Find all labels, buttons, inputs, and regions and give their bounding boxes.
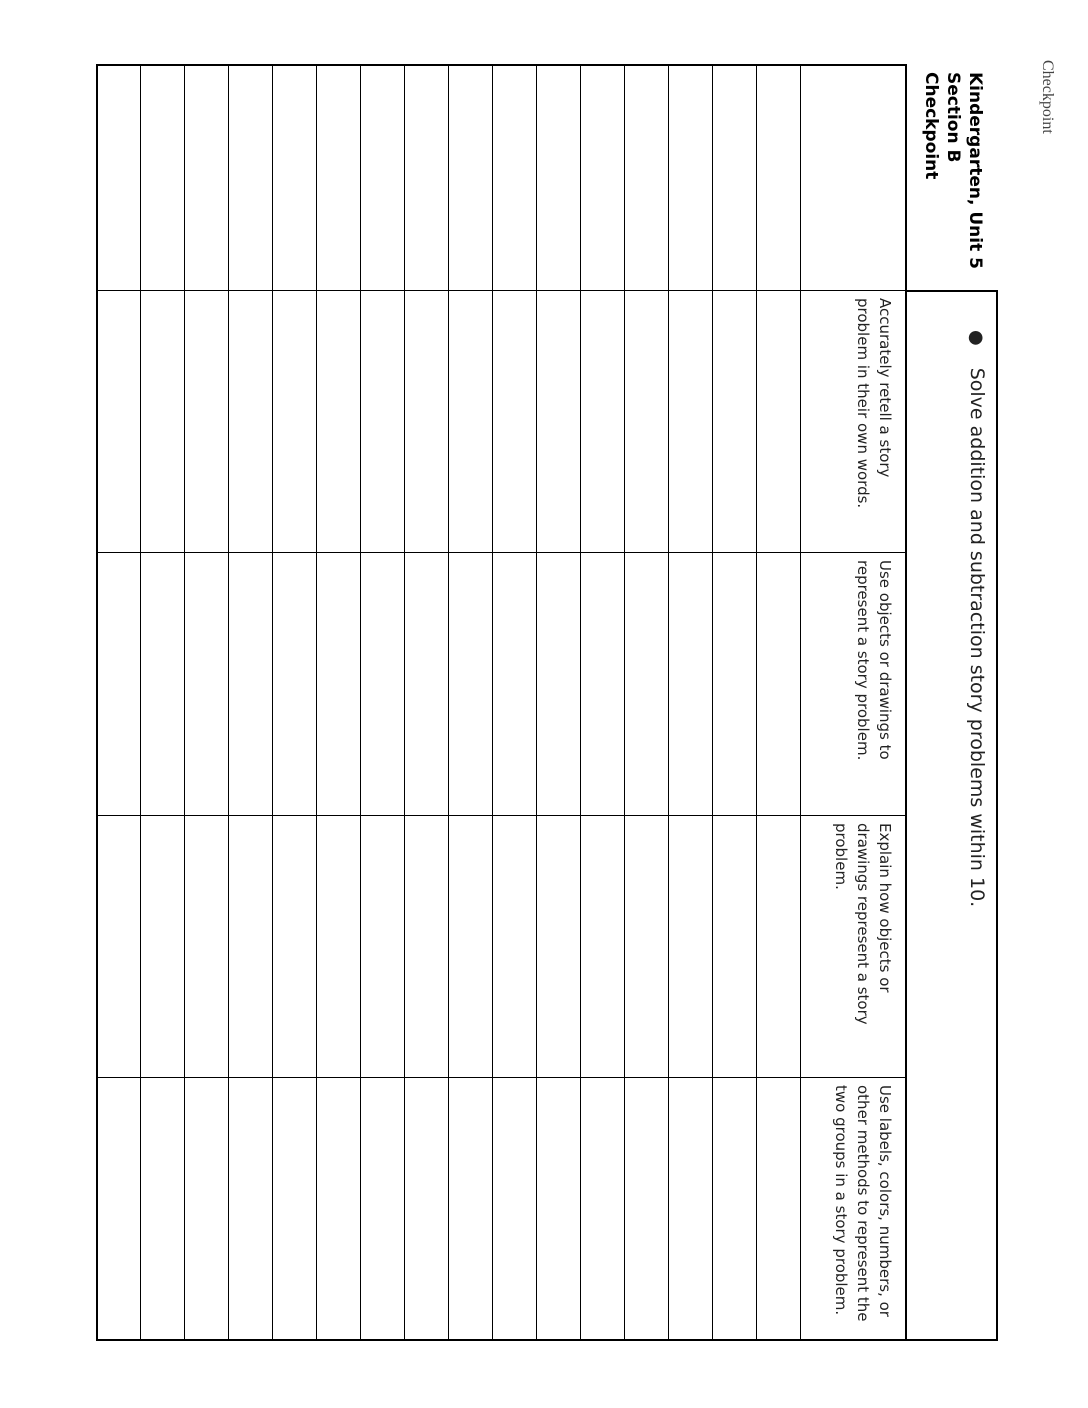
criterion-2-cell[interactable] (98, 554, 139, 814)
criterion-4-cell[interactable] (582, 1079, 623, 1338)
row-divider (756, 64, 757, 1341)
criterion-2-cell[interactable] (362, 554, 403, 814)
row-divider (448, 64, 449, 1341)
criterion-3-cell[interactable] (142, 817, 183, 1076)
criterion-1-cell[interactable] (318, 292, 359, 551)
criterion-4-cell[interactable] (362, 1079, 403, 1338)
grid-border-right-upper (996, 290, 998, 1341)
student-name-cell[interactable] (318, 66, 359, 289)
student-name-cell[interactable] (538, 66, 579, 289)
criterion-2-cell[interactable] (450, 554, 491, 814)
row-divider (140, 64, 141, 1341)
criterion-4-cell[interactable] (406, 1079, 447, 1338)
row-divider (228, 64, 229, 1341)
criterion-4-cell[interactable] (318, 1079, 359, 1338)
criterion-3-cell[interactable] (318, 817, 359, 1076)
criterion-3-cell[interactable] (98, 817, 139, 1076)
criterion-4-cell[interactable] (538, 1079, 579, 1338)
criterion-1-cell[interactable] (626, 292, 667, 551)
criterion-3-cell[interactable] (274, 817, 315, 1076)
student-name-cell[interactable] (626, 66, 667, 289)
student-name-cell[interactable] (758, 66, 799, 289)
criterion-1-cell[interactable] (670, 292, 711, 551)
criterion-3-cell[interactable] (538, 817, 579, 1076)
criterion-header-2: Use objects or drawings to represent a story problem. (854, 560, 894, 761)
criterion-3-cell[interactable] (406, 817, 447, 1076)
criterion-3-cell[interactable] (670, 817, 711, 1076)
criterion-1-cell[interactable] (714, 292, 755, 551)
row-divider (800, 64, 801, 1341)
criterion-2-cell[interactable] (626, 554, 667, 814)
student-name-cell[interactable] (274, 66, 315, 289)
criterion-4-cell[interactable] (142, 1079, 183, 1338)
criterion-3-cell[interactable] (230, 817, 271, 1076)
criterion-3-cell[interactable] (362, 817, 403, 1076)
criterion-header-1: Accurately retell a story problem in their own words. (854, 298, 894, 509)
criterion-2-cell[interactable] (142, 554, 183, 814)
grid-border-bottom (96, 1339, 998, 1341)
criterion-2-cell[interactable] (318, 554, 359, 814)
criterion-3-cell[interactable] (758, 817, 799, 1076)
column-divider-3 (96, 815, 907, 816)
criterion-4-cell[interactable] (230, 1079, 271, 1338)
criterion-4-cell[interactable] (494, 1079, 535, 1338)
row-divider (580, 64, 581, 1341)
column-divider-2 (96, 552, 907, 553)
criterion-2-cell[interactable] (274, 554, 315, 814)
grid-border-top-goal (905, 290, 998, 292)
criterion-2-cell[interactable] (670, 554, 711, 814)
criterion-2-cell[interactable] (406, 554, 447, 814)
learning-goal (966, 330, 988, 907)
row-divider (492, 64, 493, 1341)
grid-border-right-lower (905, 64, 907, 1341)
criterion-3-cell[interactable] (582, 817, 623, 1076)
criterion-2-cell[interactable] (494, 554, 535, 814)
row-divider (668, 64, 669, 1341)
row-divider (360, 64, 361, 1341)
student-name-cell[interactable] (582, 66, 623, 289)
criterion-1-cell[interactable] (538, 292, 579, 551)
criterion-1-cell[interactable] (494, 292, 535, 551)
criterion-1-cell[interactable] (758, 292, 799, 551)
student-name-cell[interactable] (406, 66, 447, 289)
column-divider-1 (96, 290, 907, 291)
page-header: Checkpoint (1039, 60, 1056, 134)
title-line-checkpoint: Checkpoint (921, 72, 941, 180)
criterion-4-cell[interactable] (670, 1079, 711, 1338)
criterion-2-cell[interactable] (186, 554, 227, 814)
bullet-icon: ● (966, 330, 988, 346)
title-line-section: Section B (943, 72, 963, 163)
criterion-2-cell[interactable] (714, 554, 755, 814)
criterion-2-cell[interactable] (538, 554, 579, 814)
criterion-2-cell[interactable] (582, 554, 623, 814)
row-divider (712, 64, 713, 1341)
criterion-4-cell[interactable] (274, 1079, 315, 1338)
criterion-3-cell[interactable] (714, 817, 755, 1076)
criterion-1-cell[interactable] (230, 292, 271, 551)
student-name-cell[interactable] (142, 66, 183, 289)
row-divider (316, 64, 317, 1341)
criterion-header-3: Explain how objects or drawings represent a story problem. (832, 823, 894, 1025)
criterion-1-cell[interactable] (582, 292, 623, 551)
criterion-3-cell[interactable] (494, 817, 535, 1076)
criterion-4-cell[interactable] (626, 1079, 667, 1338)
row-divider (272, 64, 273, 1341)
student-name-cell[interactable] (670, 66, 711, 289)
criterion-3-cell[interactable] (450, 817, 491, 1076)
criterion-4-cell[interactable] (98, 1079, 139, 1338)
criterion-1-cell[interactable] (406, 292, 447, 551)
student-name-cell[interactable] (494, 66, 535, 289)
student-name-cell[interactable] (230, 66, 271, 289)
learning-goal-text: Solve addition and subtraction story problems within 10. (966, 367, 988, 908)
row-divider (404, 64, 405, 1341)
criterion-2-cell[interactable] (230, 554, 271, 814)
criterion-3-cell[interactable] (186, 817, 227, 1076)
criterion-1-cell[interactable] (362, 292, 403, 551)
criterion-1-cell[interactable] (274, 292, 315, 551)
criterion-2-cell[interactable] (758, 554, 799, 814)
row-divider (624, 64, 625, 1341)
criterion-4-cell[interactable] (186, 1079, 227, 1338)
student-name-cell[interactable] (450, 66, 491, 289)
row-divider (184, 64, 185, 1341)
criterion-header-4: Use labels, colors, numbers, or other methods to represent the two groups in a story problem. (832, 1085, 894, 1322)
criterion-3-cell[interactable] (626, 817, 667, 1076)
title-line-unit: Kindergarten, Unit 5 (965, 72, 985, 269)
column-divider-4 (96, 1077, 907, 1078)
criterion-4-cell[interactable] (450, 1079, 491, 1338)
criterion-1-cell[interactable] (450, 292, 491, 551)
student-name-cell[interactable] (362, 66, 403, 289)
criterion-4-cell[interactable] (714, 1079, 755, 1338)
student-name-cell[interactable] (186, 66, 227, 289)
criterion-1-cell[interactable] (142, 292, 183, 551)
student-name-cell[interactable] (98, 66, 139, 289)
student-name-cell[interactable] (714, 66, 755, 289)
criterion-4-cell[interactable] (758, 1079, 799, 1338)
criterion-1-cell[interactable] (186, 292, 227, 551)
criterion-1-cell[interactable] (98, 292, 139, 551)
row-divider (536, 64, 537, 1341)
